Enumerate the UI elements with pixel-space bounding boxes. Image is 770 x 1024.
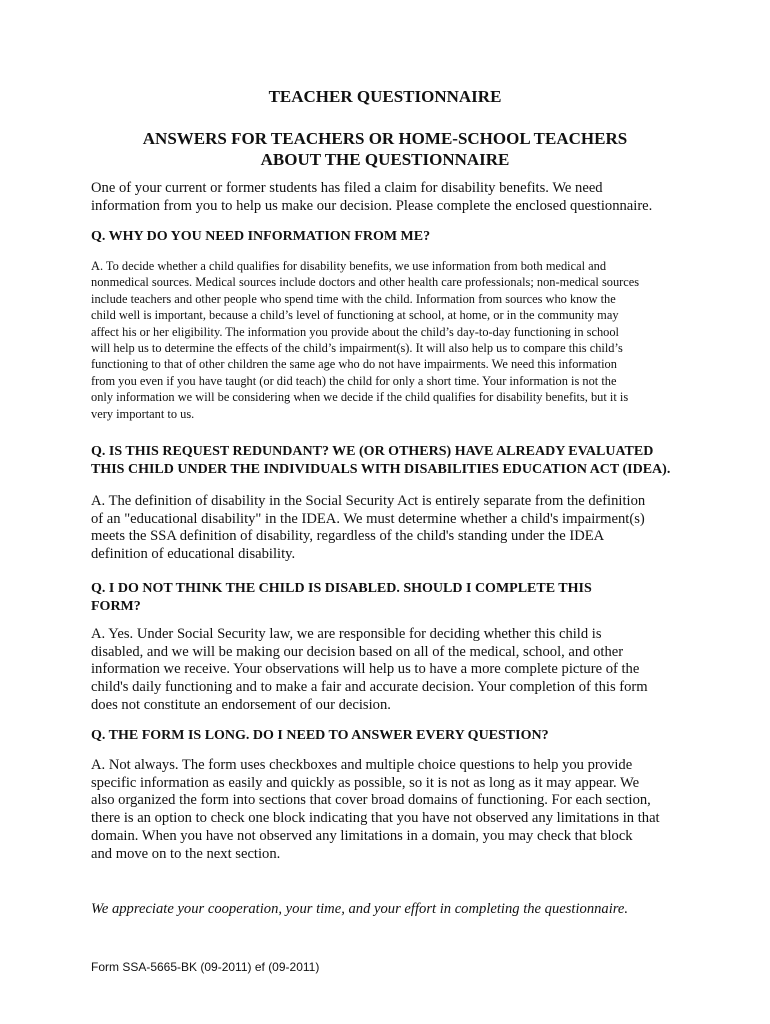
form-number-footer: Form SSA-5665-BK (09-2011) ef (09-2011) [91,960,320,974]
question-4: Q. THE FORM IS LONG. DO I NEED TO ANSWER EVERY QUESTION? [91,728,549,743]
question-1: Q. WHY DO YOU NEED INFORMATION FROM ME? [91,229,431,244]
closing-note: We appreciate your cooperation, your time, and your effort in completing the questionnaire. [91,901,629,917]
question-2: Q. IS THIS REQUEST REDUNDANT? WE (OR OTHERS) HAVE ALREADY EVALUATED THIS CHILD UNDER THE INDIVIDUALS WITH DISABILITIES EDUCATION ACT (IDEA). [91,444,671,477]
answer-1: A. To decide whether a child qualifies for disability benefits, we use information from both medical and nonmedical sources. Medical sources include doctors and other health care professionals; non-medical sources include teachers and other people who spend time with the child. Information from sources who know the child well is important, because a child’s level of functioning at school, at home, or in the community may affect his or her eligibility. The information you provide about the child’s day-to-day functioning in school will help us to determine the effects of the child’s impairment(s). It will also help us to compare this child’s functioning to that of other children the same age who do not have impairments. We need this information from you even if you have taught (or did teach) the child for only a short time. Your information is not the only information we will be considering when we decide if the child qualifies for disability benefits, but it is very important to us. [91,259,640,421]
answer-3: A. Yes. Under Social Security law, we are responsible for deciding whether this child is disabled, and we will be making our decision based on all of the medical, school, and other information we receive. Your observations will help us to have a more complete picture of the child's daily functioning and to make a fair and accurate decision. Your completion of this form does not constitute an endorsement of our decision. [91,626,648,713]
question-3: Q. I DO NOT THINK THE CHILD IS DISABLED. SHOULD I COMPLETE THIS FORM? [91,581,592,614]
answer-2: A. The definition of disability in the Social Security Act is entirely separate from the definition of an "educational disability" in the IDEA. We must determine whether a child's impairment(s) meets the SSA definition of disability, regardless of the child's standing under the IDEA definition of educational disability. [91,493,646,563]
answer-4: A. Not always. The form uses checkboxes and multiple choice questions to help you provide specific information as easily and quickly as possible, so it is not as long as it may appear. We also organized the form into sections that cover broad domains of functioning. For each section, there is an option to check one block indicating that you have not observed any limitations in that domain. When you have not observed any limitations in a domain, you may check that block and move on to the next section. [91,757,660,862]
intro-paragraph: One of your current or former students has filed a claim for disability benefits. We need information from you to help us make our decision. Please complete the enclosed questionnaire. [91,180,653,214]
document-subtitle: ANSWERS FOR TEACHERS OR HOME-SCHOOL TEACHERS ABOUT THE QUESTIONNAIRE [142,129,628,169]
document-title: TEACHER QUESTIONNAIRE [268,87,502,106]
